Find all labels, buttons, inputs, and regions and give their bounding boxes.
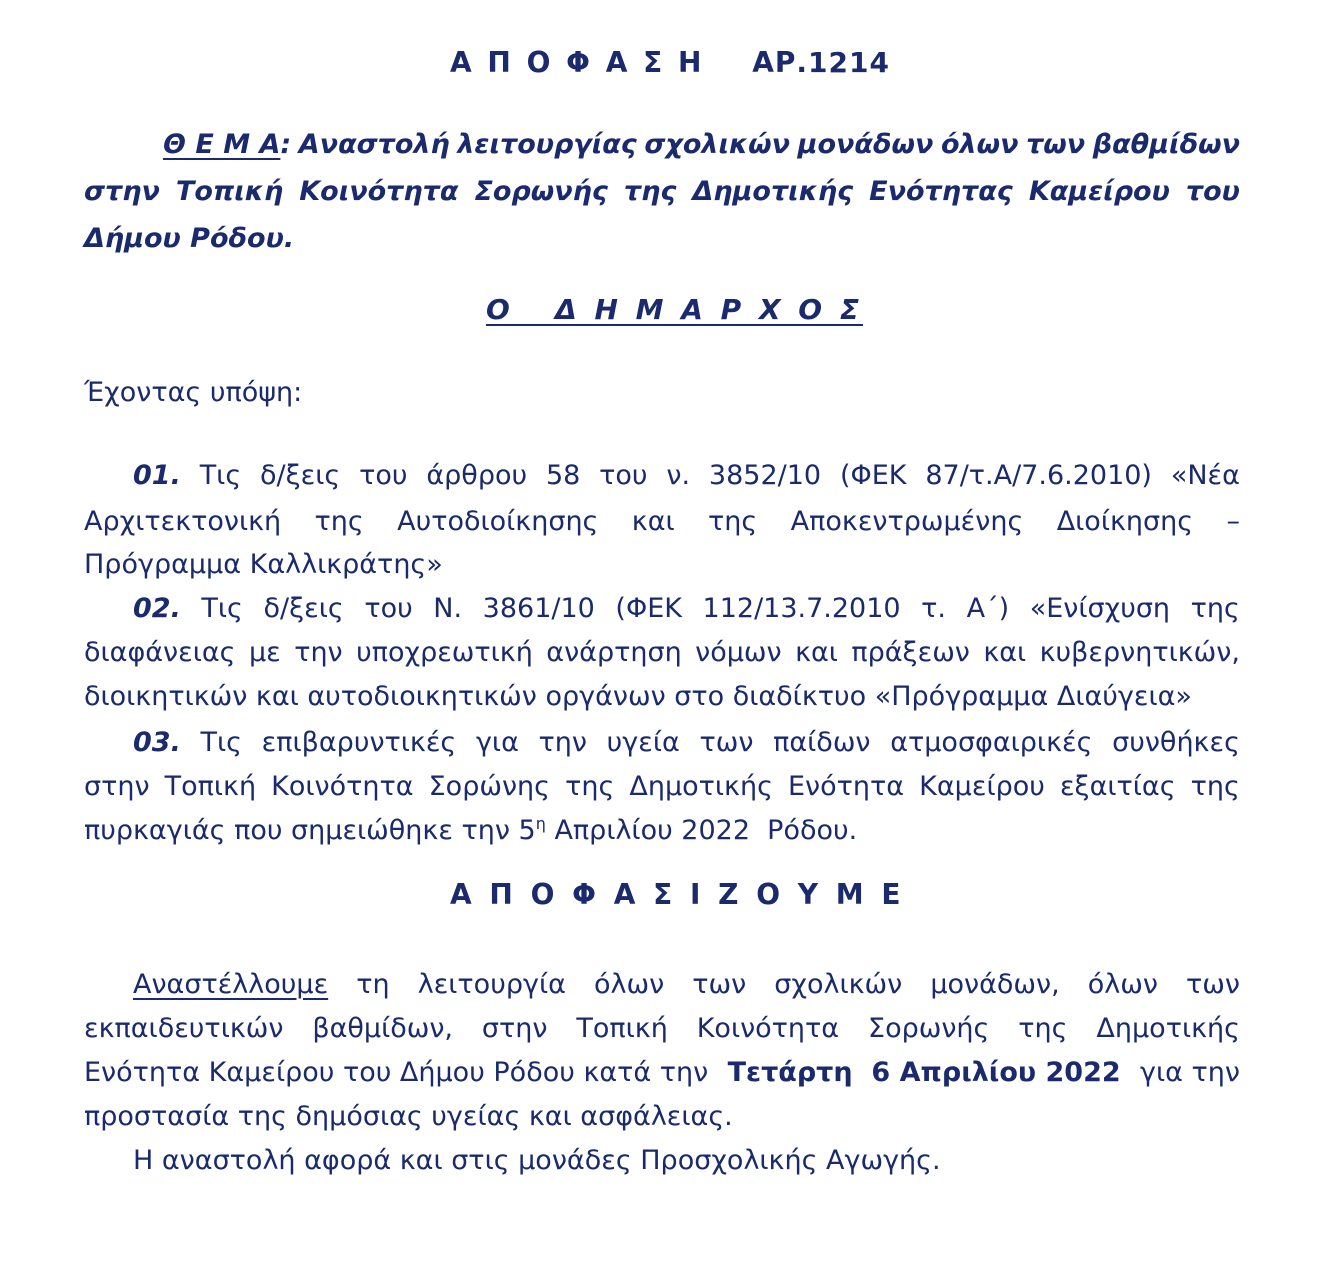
word: Τις (199, 460, 242, 491)
word: του (1185, 176, 1240, 207)
word: παίδων (773, 727, 871, 758)
word: επιβαρυντικές (261, 727, 457, 758)
word: τ. (921, 593, 947, 624)
decision-line-1 (133, 968, 1240, 1002)
word: στην (84, 176, 160, 207)
word: ανάρτηση (546, 637, 682, 668)
word: μονάδων, (930, 969, 1060, 1000)
word: υγεία (606, 727, 680, 758)
word: βαθμίδων, (312, 1013, 453, 1044)
decision-line-2 (84, 1012, 1240, 1046)
item-03-line-2 (84, 770, 1240, 804)
item-03-line-1 (133, 726, 1240, 760)
word: κυβερνητικών, (1039, 637, 1240, 668)
word: λειτουργία (417, 969, 566, 1000)
word: – (1226, 506, 1240, 537)
word: εξαιτίας (1059, 771, 1176, 802)
word: Καμείρου (1028, 176, 1170, 207)
word: υποχρεωτική (356, 637, 533, 668)
word: Αρχιτεκτονική (84, 506, 282, 537)
word: Ενότητα (788, 771, 905, 802)
word: όλων (1087, 969, 1158, 1000)
word: λειτουργίας (457, 129, 637, 160)
word: των (1026, 129, 1086, 160)
word: Ενότητας (869, 176, 1013, 207)
word: δ/ξεις (263, 593, 344, 624)
word: (ΦΕΚ (615, 593, 682, 624)
item-01-line-3: Πρόγραμμα Καλλικράτης» (84, 549, 443, 580)
word: για (475, 727, 519, 758)
item-02-line-3: διοικητικών και αυτοδιοικητικών οργάνων στο διαδίκτυο «Πρόγραμμα Διαύγεια» (84, 681, 1192, 712)
word: Τοπική (576, 1013, 668, 1044)
word: ατμοσφαιρικές (890, 727, 1093, 758)
word: όλων (940, 129, 1019, 160)
word: την (538, 727, 587, 758)
word: πράξεων (851, 637, 970, 668)
item-02-line-1 (133, 592, 1240, 626)
word: βαθμίδων (1092, 129, 1240, 160)
word: Δημοτικής (692, 176, 854, 207)
decision-number: ΑΡ.1214 (752, 46, 890, 79)
title-text: Α Π Ο Φ Α Σ Η (450, 46, 705, 79)
word: άρθρου (426, 460, 528, 491)
subject-line-1: Θ Ε Μ Α: Αναστολή λειτουργίας σχολικών μονάδων όλων των βαθμίδων (163, 129, 1240, 160)
word: «Νέα (1170, 460, 1240, 491)
word: Σορωνής (474, 176, 608, 207)
word: μονάδων (797, 129, 934, 160)
word: Τις (200, 727, 242, 758)
word: της (1190, 593, 1240, 624)
word: όλων (593, 969, 665, 1000)
word: 112/13.7.2010 (702, 593, 901, 624)
decision-line-5: Η αναστολή αφορά και στις μονάδες Προσχολικής Αγωγής. (133, 1145, 941, 1176)
item-01-line-2 (84, 505, 1240, 539)
item-number: 01. (133, 460, 181, 491)
word: στην (481, 1013, 548, 1044)
word: σχολικών (774, 969, 903, 1000)
word: και (631, 506, 675, 537)
word: Κοινότητα (299, 176, 459, 207)
word: Διοίκησης (1056, 506, 1194, 537)
considering-label: Έχοντας υπόψη: (84, 377, 303, 408)
word: Τις (201, 593, 243, 624)
suspend-word: Αναστέλλουμε (133, 969, 329, 1000)
mayor-heading: Ο Δ Η Μ Α Ρ Χ Ο Σ (486, 293, 863, 326)
item-02-line-2 (84, 636, 1240, 670)
word: Αποκεντρωμένης (790, 506, 1024, 537)
item-01-line-1 (133, 459, 1240, 493)
word: την (294, 637, 343, 668)
word: της (623, 176, 677, 207)
word: Κοινότητα (696, 1013, 840, 1044)
word: Α΄) (966, 593, 1010, 624)
word: Σορωνής (868, 1013, 990, 1044)
word: της (314, 506, 364, 537)
word: της (1190, 771, 1240, 802)
word: «Ενίσχυση (1029, 593, 1171, 624)
word: Αυτοδιοίκησης (397, 506, 599, 537)
word: 58 (545, 460, 581, 491)
subject-line-3: Δήμου Ρόδου. (84, 223, 295, 254)
word: και (795, 637, 838, 668)
word: των (1186, 969, 1240, 1000)
word: (ΦΕΚ (839, 460, 907, 491)
item-number: 03. (133, 727, 181, 758)
word: ν. (666, 460, 691, 491)
word: Τοπική (175, 176, 284, 207)
word: του (359, 460, 408, 491)
word: νόμων (695, 637, 782, 668)
word: Σορώνης (428, 771, 550, 802)
word: διαφάνειας (84, 637, 236, 668)
decision-line-4: προστασία της δημόσιας υγείας και ασφάλειας. (84, 1101, 733, 1132)
item-03-line-3: πυρκαγιάς που σημειώθηκε την $5^\eta$ Απριλίου 2022 Ρόδου. (84, 814, 858, 846)
word: του (599, 460, 648, 491)
word: Κοινότητα (271, 771, 414, 802)
word: με (248, 637, 281, 668)
word: και (983, 637, 1027, 668)
word: της (1018, 1013, 1068, 1044)
word: 3861/10 (482, 593, 595, 624)
word: σχολικών (644, 129, 791, 160)
subject-label: Θ Ε Μ Α (163, 129, 281, 160)
word: Δημοτικής (1096, 1013, 1240, 1044)
word: του (364, 593, 413, 624)
word: Ν. (433, 593, 463, 624)
item-number: 02. (133, 593, 181, 624)
decision-date: Τετάρτη 6 Απριλίου 2022 (727, 1057, 1121, 1088)
word: Δημοτικής (629, 771, 773, 802)
word: Αναστολή (298, 129, 450, 160)
word: 87/τ.Α/7.6.2010) (925, 460, 1152, 491)
word: 3852/10 (708, 460, 822, 491)
word: τη (356, 969, 390, 1000)
word: της (708, 506, 758, 537)
word: εκπαιδευτικών (84, 1013, 284, 1044)
word: Καμείρου (919, 771, 1045, 802)
word: συνθήκες (1112, 727, 1240, 758)
word: δ/ξεις (260, 460, 341, 491)
decision-heading: Α Π Ο Φ Α Σ Ι Ζ Ο Υ Μ Ε (450, 878, 905, 911)
word: Τοπική (164, 771, 257, 802)
word: των (699, 727, 754, 758)
subject-line-2 (84, 175, 1240, 209)
word: της (565, 771, 615, 802)
word: των (692, 969, 747, 1000)
document-title (450, 46, 890, 80)
decision-line-3: Ενότητα Καμείρου του Δήμου Ρόδου κατά την Τετάρτη 6 Απριλίου 2022 για την (84, 1057, 1240, 1088)
word: στην (84, 771, 150, 802)
